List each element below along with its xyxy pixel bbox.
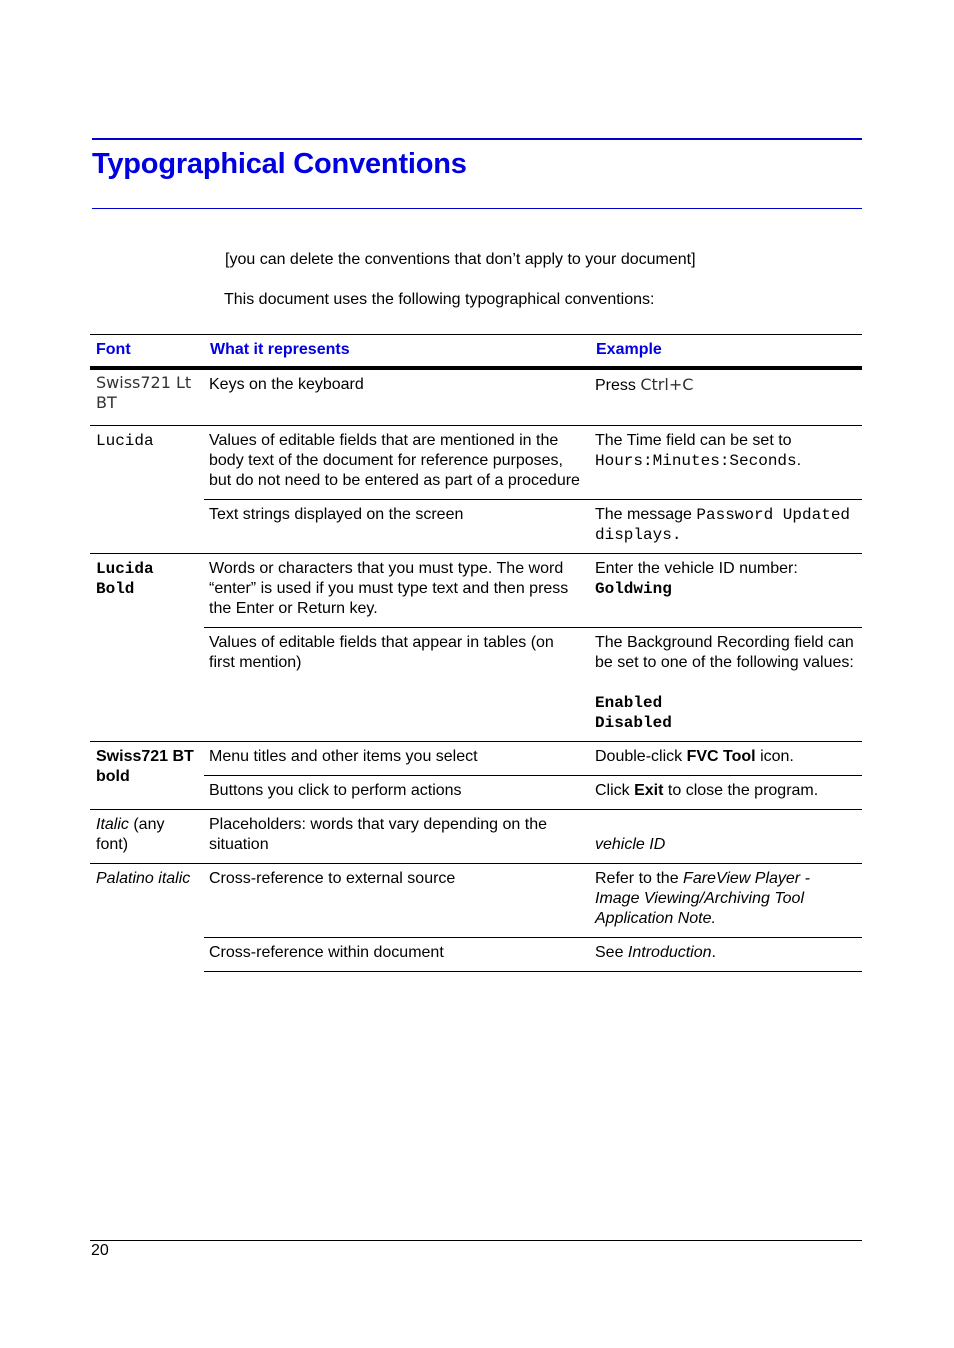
- font-cell: Lucida Bold: [90, 553, 204, 741]
- example-cell: [590, 553, 862, 627]
- header-represents: What it represents: [204, 335, 590, 369]
- title-bottom-rule: [92, 208, 862, 209]
- table-row: [90, 368, 862, 425]
- example-cell: [590, 499, 862, 553]
- represents-cell: Menu titles and other items you select: [204, 741, 590, 775]
- table-row: [90, 741, 862, 775]
- font-cell: Swiss721 BT bold: [90, 741, 204, 809]
- represents-cell: Cross-reference within document: [204, 937, 590, 971]
- conventions-table: [90, 334, 862, 972]
- font-text: (any font): [96, 815, 165, 853]
- intro-text: This document uses the following typographical conventions:: [224, 291, 655, 308]
- code-text: Enabled: [595, 693, 663, 712]
- code-text: Disabled: [595, 713, 672, 732]
- table-header-row: [90, 335, 862, 369]
- italic-text: vehicle ID: [595, 835, 666, 853]
- table-row: [90, 553, 862, 627]
- page-number: 20: [91, 1242, 109, 1259]
- table-row: [90, 863, 862, 937]
- example-text: .: [711, 943, 716, 961]
- title-top-rule: [92, 138, 862, 140]
- table-row: [90, 627, 862, 741]
- example-cell: [590, 863, 862, 937]
- example-cell: [590, 937, 862, 971]
- table-row: [90, 809, 862, 863]
- example-text: Click: [595, 781, 635, 799]
- font-cell: Swiss721 Lt BT: [96, 373, 192, 412]
- table-row: [90, 499, 862, 553]
- example-cell: [590, 809, 862, 863]
- represents-cell: Buttons you click to perform actions: [204, 775, 590, 809]
- example-text: Press: [595, 377, 641, 394]
- code-text: Hours:Minutes:Seconds: [595, 451, 797, 470]
- bold-text: Exit: [634, 781, 664, 799]
- example-text: Enter the vehicle ID number:: [595, 559, 798, 577]
- italic-text: Italic: [96, 815, 129, 833]
- italic-text: FareView Player - Image Viewing/Archiving Tool Application Note.: [595, 869, 810, 927]
- example-text: Double-click: [595, 747, 687, 765]
- represents-cell: Text strings displayed on the screen: [204, 499, 590, 553]
- bold-text: FVC Tool: [686, 747, 756, 765]
- table-row: [90, 425, 862, 499]
- header-example: Example: [590, 335, 862, 369]
- table-row: [90, 937, 862, 971]
- font-cell: [90, 809, 204, 863]
- represents-cell: Values of editable fields that are mentioned in the body text of the document for reference purposes, but do not need to be entered as part of a procedure: [204, 425, 590, 499]
- example-text: The Time field can be set to: [595, 431, 792, 449]
- example-cell: [590, 368, 862, 425]
- example-text: icon.: [755, 747, 794, 765]
- code-text: Goldwing: [595, 579, 672, 598]
- represents-cell: Keys on the keyboard: [209, 376, 364, 393]
- page-title: Typographical Conventions: [92, 148, 467, 180]
- represents-cell: Cross-reference to external source: [204, 863, 590, 937]
- example-text: Refer to the: [595, 869, 684, 887]
- font-cell: Lucida: [90, 425, 204, 553]
- example-cell: [590, 775, 862, 809]
- example-text: See: [595, 943, 628, 961]
- table-row: [90, 775, 862, 809]
- example-text: The message: [595, 505, 697, 523]
- key-text: Ctrl+C: [640, 375, 694, 394]
- code-text: Password Updated displays.: [595, 505, 851, 544]
- example-cell: [590, 425, 862, 499]
- example-cell: [590, 741, 862, 775]
- example-text: .: [796, 451, 802, 469]
- font-cell: Palatino italic: [90, 863, 204, 971]
- intro-note: [you can delete the conventions that don’t apply to your document]: [225, 251, 696, 268]
- example-cell: [590, 627, 862, 741]
- represents-cell: Values of editable fields that appear in tables (on first mention): [204, 627, 590, 741]
- represents-cell: Words or characters that you must type. The word “enter” is used if you must type text and then press the Enter or Return key.: [204, 553, 590, 627]
- example-text: The Background Recording field can be set to one of the following values:: [595, 633, 854, 671]
- example-text: to close the program.: [663, 781, 819, 799]
- italic-text: Introduction: [627, 943, 712, 961]
- header-font: Font: [90, 335, 204, 369]
- footer-rule: [90, 1240, 862, 1241]
- represents-cell: Placeholders: words that vary depending on the situation: [204, 809, 590, 863]
